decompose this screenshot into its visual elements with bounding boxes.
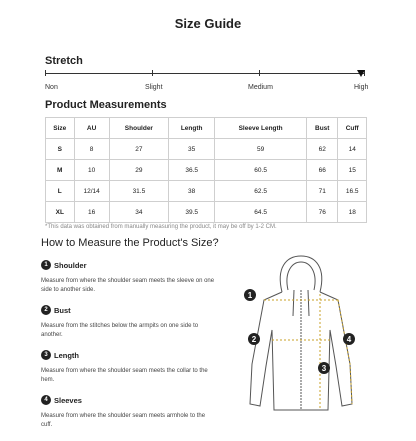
stretch-tick	[152, 70, 153, 76]
measurements-table	[45, 117, 367, 223]
diagram-badge-bust	[248, 333, 260, 345]
step-number-badge: 1	[41, 260, 51, 270]
how-to-heading: How to Measure the Product's Size?	[41, 237, 219, 249]
stretch-selected-marker	[357, 70, 365, 77]
stretch-label-slight: Slight	[145, 84, 163, 91]
table-cell: 8	[74, 139, 109, 160]
diagram-badge-shoulder	[244, 289, 256, 301]
table-cell: 35	[169, 139, 215, 160]
table-cell: 12/14	[74, 181, 109, 202]
step-title: Sleeves	[54, 395, 82, 405]
table-cell: 31.5	[109, 181, 168, 202]
table-cell: 16.5	[338, 181, 367, 202]
table-cell: 60.5	[215, 160, 307, 181]
step-description: Measure from where the shoulder seam meets the collar to the hem.	[41, 368, 208, 383]
table-header-row	[46, 118, 367, 139]
svg-text:1: 1	[247, 291, 253, 300]
diagram-badge-sleeves	[343, 333, 355, 345]
stretch-scale	[45, 73, 365, 74]
stretch-tick	[259, 70, 260, 76]
column-header: Cuff	[338, 118, 367, 139]
table-cell: S	[46, 139, 75, 160]
step-description: Measure from the stitches below the armpits on one side to another.	[41, 323, 199, 338]
table-cell: 27	[109, 139, 168, 160]
column-header: Shoulder	[109, 118, 168, 139]
table-row	[46, 202, 367, 223]
table-cell: 10	[74, 160, 109, 181]
stretch-tick	[45, 70, 46, 76]
table-cell: M	[46, 160, 75, 181]
step-title: Bust	[54, 305, 71, 315]
table-cell: 39.5	[169, 202, 215, 223]
measure-guides	[264, 294, 352, 409]
column-header: Sleeve Length	[215, 118, 307, 139]
hoodie-hood-inner	[287, 262, 315, 290]
svg-text:3: 3	[321, 364, 327, 373]
step-bust	[41, 305, 216, 340]
stretch-label-non: Non	[45, 84, 58, 91]
table-cell: 14	[338, 139, 367, 160]
table-cell: 18	[338, 202, 367, 223]
column-header: Bust	[307, 118, 338, 139]
table-cell: 62.5	[215, 181, 307, 202]
table-cell: 38	[169, 181, 215, 202]
step-length	[41, 350, 216, 385]
table-row	[46, 181, 367, 202]
measurement-note: *This data was obtained from manually measuring the product, it may be off by 1-2 CM.	[45, 224, 277, 230]
step-title: Length	[54, 350, 79, 360]
table-cell: 59	[215, 139, 307, 160]
hoodie-drawstring	[293, 290, 294, 316]
table-cell: 62	[307, 139, 338, 160]
table-cell: 76	[307, 202, 338, 223]
hoodie-diagram	[236, 254, 366, 414]
table-cell: 15	[338, 160, 367, 181]
table-cell: 34	[109, 202, 168, 223]
step-number-badge: 2	[41, 305, 51, 315]
sleeve-guide	[338, 300, 352, 404]
stretch-label-high: High	[354, 84, 369, 91]
table-cell: 71	[307, 181, 338, 202]
measurements-heading: Product Measurements	[45, 99, 167, 111]
column-header: Size	[46, 118, 75, 139]
column-header: Length	[169, 118, 215, 139]
diagram-badge-length	[318, 362, 330, 374]
svg-text:4: 4	[346, 335, 352, 344]
step-title: Shoulder	[54, 260, 87, 270]
stretch-label-medium: Medium	[248, 84, 273, 91]
table-cell: XL	[46, 202, 75, 223]
hoodie-hood	[280, 256, 322, 292]
table-row	[46, 139, 367, 160]
step-description: Measure from where the shoulder seam meets armhole to the cuff.	[41, 413, 206, 428]
step-sleeves	[41, 395, 216, 430]
stretch-heading: Stretch	[45, 55, 83, 67]
hoodie-drawstring	[308, 290, 309, 316]
column-header: AU	[74, 118, 109, 139]
table-cell: 29	[109, 160, 168, 181]
table-cell: L	[46, 181, 75, 202]
step-number-badge: 4	[41, 395, 51, 405]
table-row	[46, 160, 367, 181]
svg-text:2: 2	[251, 335, 257, 344]
table-cell: 66	[307, 160, 338, 181]
page-title: Size Guide	[174, 16, 242, 31]
step-number-badge: 3	[41, 350, 51, 360]
table-cell: 64.5	[215, 202, 307, 223]
table-cell: 16	[74, 202, 109, 223]
step-shoulder	[41, 260, 216, 295]
table-cell: 36.5	[169, 160, 215, 181]
step-description: Measure from where the shoulder seam meets the sleeve on one side to another side.	[41, 278, 215, 293]
